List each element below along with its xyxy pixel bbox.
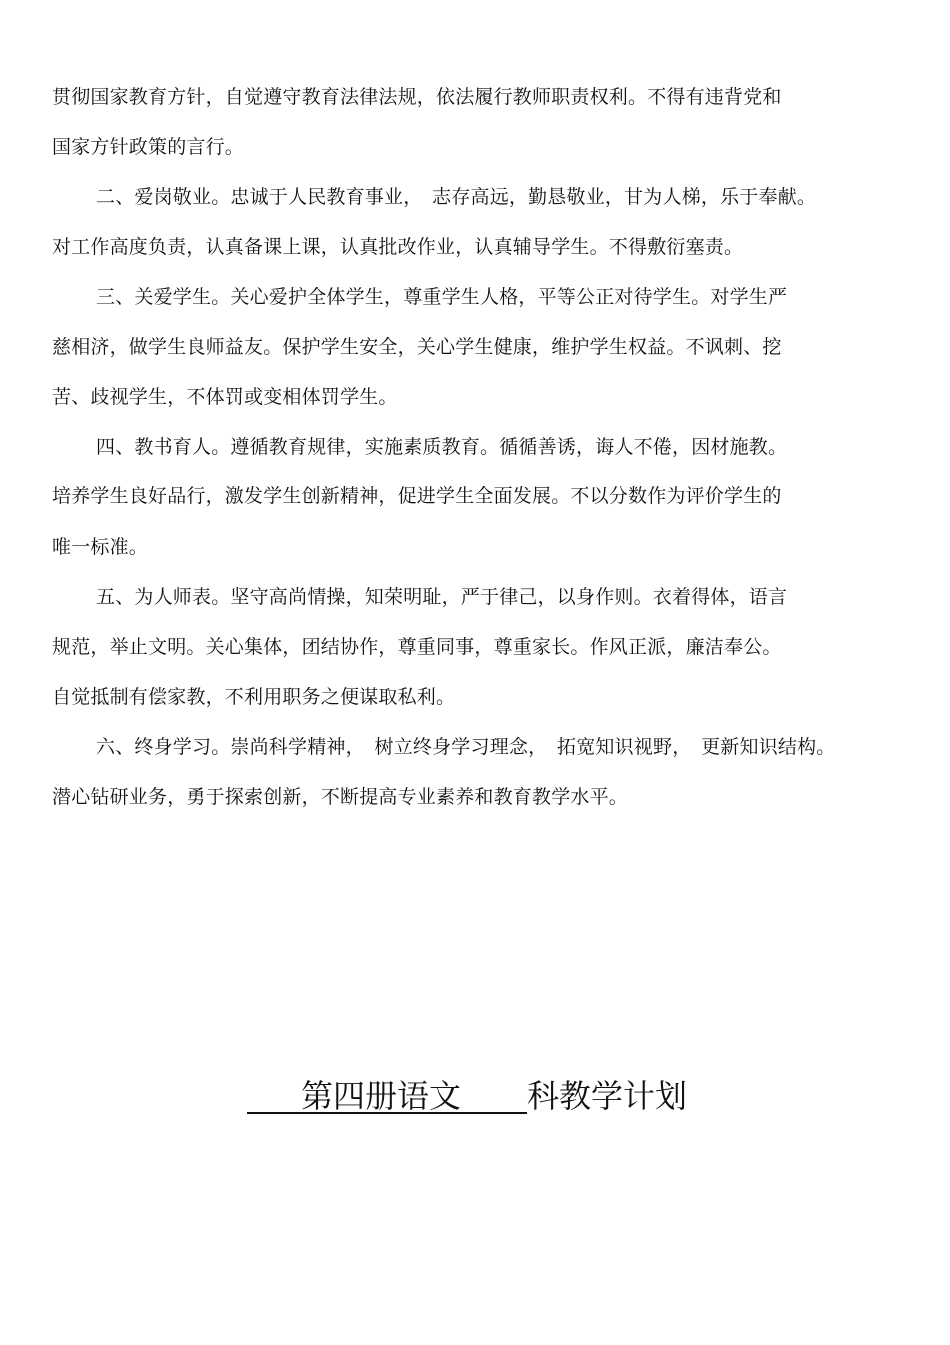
title-blank	[247, 1074, 301, 1114]
title-part-underlined: 第四册语文	[301, 1074, 461, 1114]
text-line: 慈相济，做学生良师益友。保护学生安全，关心学生健康，维护学生权益。不讽刺、挖	[52, 336, 782, 358]
text-line: 对工作高度负责，认真备课上课，认真批改作业，认真辅导学生。不得敷衍塞责。	[52, 236, 744, 258]
text-line: 自觉抵制有偿家教，不利用职务之便谋取私利。	[52, 686, 456, 708]
text-line: 国家方针政策的言行。	[52, 136, 245, 158]
text-line: 三、关爱学生。关心爱护全体学生，尊重学生人格，平等公正对待学生。对学生严	[96, 286, 788, 308]
text-line: 规范，举止文明。关心集体，团结协作，尊重同事，尊重家长。作风正派，廉洁奉公。	[52, 636, 782, 658]
text-line: 贯彻国家教育方针，自觉遵守教育法律法规，依法履行教师职责权利。不得有违背党和	[52, 86, 782, 108]
plan-title	[247, 1074, 687, 1118]
text-line: 苦、歧视学生，不体罚或变相体罚学生。	[52, 386, 398, 408]
text-line: 五、为人师表。坚守高尚情操，知荣明耻，严于律己，以身作则。衣着得体，语言	[96, 586, 788, 608]
text-line: 潜心钻研业务，勇于探索创新，不断提高专业素养和教育教学水平。	[52, 786, 629, 808]
text-line: 六、终身学习。崇尚科学精神， 树立终身学习理念， 拓宽知识视野， 更新知识结构。	[96, 736, 836, 758]
title-part: 科教学计划	[527, 1077, 688, 1115]
text-line: 二、爱岗敬业。忠诚于人民教育事业， 志存高远，勤恳敬业，甘为人梯，乐于奉献。	[96, 186, 817, 208]
text-line: 四、教书育人。遵循教育规律，实施素质教育。循循善诱，诲人不倦，因材施教。	[96, 436, 788, 458]
title-blank	[461, 1074, 527, 1114]
text-line: 唯一标准。	[52, 536, 149, 558]
text-line: 培养学生良好品行，激发学生创新精神，促进学生全面发展。不以分数作为评价学生的	[52, 485, 782, 507]
